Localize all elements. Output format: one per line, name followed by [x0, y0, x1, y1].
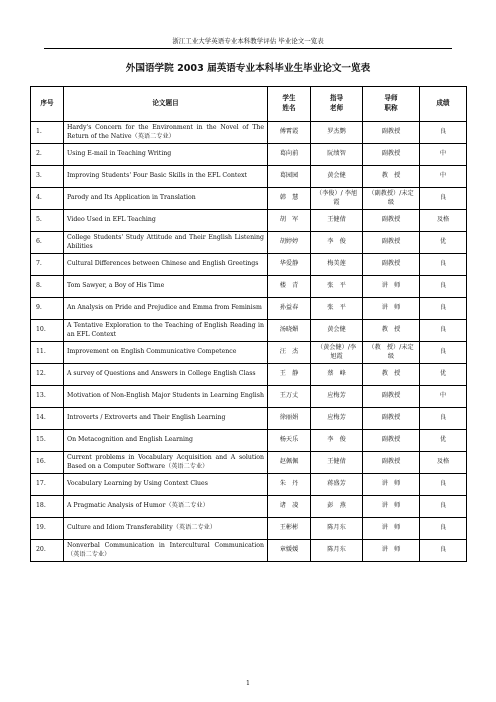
cell-advisor: 张 平 [311, 298, 363, 320]
cell-no: 10. [31, 320, 64, 342]
table-row [31, 408, 467, 430]
cell-rank: 副教授 [363, 254, 420, 276]
column-header-student: 学生姓名 [268, 87, 311, 122]
column-header-no: 序号 [31, 87, 64, 122]
cell-advisor: 应梅芳 [311, 386, 363, 408]
table-row [31, 496, 467, 518]
cell-rank: 副教授 [363, 408, 420, 430]
cell-advisor: 彭 燕 [311, 496, 363, 518]
cell-rank: 教 授 [363, 320, 420, 342]
cell-no: 7. [31, 254, 64, 276]
cell-no: 14. [31, 408, 64, 430]
column-header-advisor: 指导老师 [311, 87, 363, 122]
cell-topic: Vocabulary Learning by Using Context Clues [64, 474, 268, 496]
cell-student: 诸 凌 [268, 496, 311, 518]
cell-topic: Nonverbal Communication in Intercultural Communication（英语二专业） [64, 540, 268, 562]
cell-advisor: 陈月东 [311, 540, 363, 562]
cell-no: 12. [31, 364, 64, 386]
cell-advisor: 陈月东 [311, 518, 363, 540]
cell-student: 王彬彬 [268, 518, 311, 540]
cell-advisor: 张 平 [311, 276, 363, 298]
cell-rank: 教 授 [363, 364, 420, 386]
cell-no: 4. [31, 188, 64, 210]
cell-no: 8. [31, 276, 64, 298]
page-number: 1 [246, 680, 250, 687]
table-row [31, 342, 467, 364]
cell-rank: 讲 师 [363, 518, 420, 540]
cell-topic: On Metacognition and English Learning [64, 430, 268, 452]
cell-no: 18. [31, 496, 64, 518]
cell-rank: 副教授 [363, 386, 420, 408]
cell-student: 楼 青 [268, 276, 311, 298]
table-row [31, 540, 467, 562]
cell-grade: 及格 [420, 452, 467, 474]
cell-advisor: 李 俊 [311, 232, 363, 254]
table-row [31, 298, 467, 320]
cell-grade: 良 [420, 342, 467, 364]
cell-student: 傅霄霞 [268, 122, 311, 144]
cell-topic: A Pragmatic Analysis of Humor（英语二专业） [64, 496, 268, 518]
cell-grade: 良 [420, 496, 467, 518]
cell-student: 赵佩佩 [268, 452, 311, 474]
cell-student: 葛向前 [268, 144, 311, 166]
cell-grade: 中 [420, 144, 467, 166]
cell-no: 20. [31, 540, 64, 562]
cell-topic: Improving Students' Four Basic Skills in the EFL Context [64, 166, 268, 188]
cell-rank: （教 授）/未定级 [363, 342, 420, 364]
cell-student: 葛园园 [268, 166, 311, 188]
cell-no: 9. [31, 298, 64, 320]
cell-no: 2. [31, 144, 64, 166]
cell-topic: Tom Sawyer, a Boy of His Time [64, 276, 268, 298]
cell-advisor: 黄会健 [311, 320, 363, 342]
cell-topic: Introverts / Extroverts and Their English Learning [64, 408, 268, 430]
cell-advisor: 王健倩 [311, 452, 363, 474]
cell-rank: 讲 师 [363, 298, 420, 320]
cell-no: 5. [31, 210, 64, 232]
table-row [31, 474, 467, 496]
cell-advisor: 李 俊 [311, 430, 363, 452]
cell-grade: 良 [420, 320, 467, 342]
cell-grade: 良 [420, 474, 467, 496]
cell-rank: 教 授 [363, 166, 420, 188]
cell-student: 朱 丹 [268, 474, 311, 496]
cell-rank: 副教授 [363, 144, 420, 166]
cell-student: 胡 军 [268, 210, 311, 232]
cell-student: 汤晓媚 [268, 320, 311, 342]
cell-grade: 良 [420, 518, 467, 540]
cell-rank: 讲 师 [363, 276, 420, 298]
cell-student: 章媛媛 [268, 540, 311, 562]
page-header-text: 浙江工业大学英语专业本科教学评估 毕业论文一览表 [172, 37, 324, 45]
table-row [31, 452, 467, 474]
cell-grade: 优 [420, 232, 467, 254]
table-row [31, 276, 467, 298]
cell-student: 王 静 [268, 364, 311, 386]
cell-student: 华爱静 [268, 254, 311, 276]
cell-advisor: 蔡 峰 [311, 364, 363, 386]
cell-topic: Video Used in EFL Teaching [64, 210, 268, 232]
cell-advisor: 罗杰鹦 [311, 122, 363, 144]
cell-no: 17. [31, 474, 64, 496]
cell-no: 19. [31, 518, 64, 540]
table-row [31, 364, 467, 386]
cell-no: 13. [31, 386, 64, 408]
cell-advisor: 黄会健 [311, 166, 363, 188]
cell-grade: 良 [420, 254, 467, 276]
column-header-topic: 论文题目 [64, 87, 268, 122]
page-header [44, 30, 452, 49]
cell-student: 杨天乐 [268, 430, 311, 452]
cell-topic: Culture and Idiom Transferability（英语二专业） [64, 518, 268, 540]
cell-student: 韩 慧 [268, 188, 311, 210]
column-header-rank: 导师职称 [363, 87, 420, 122]
column-header-grade: 成绩 [420, 87, 467, 122]
cell-advisor: 阮绩智 [311, 144, 363, 166]
cell-student: 汪 杰 [268, 342, 311, 364]
cell-rank: 副教授 [363, 232, 420, 254]
cell-advisor: （黄会健）/李旭霞 [311, 342, 363, 364]
page-title: 外国语学院 2003 届英语专业本科毕业生毕业论文一览表 [125, 63, 371, 74]
cell-student: 胡婷婷 [268, 232, 311, 254]
cell-rank: 讲 师 [363, 496, 420, 518]
table-row [31, 320, 467, 342]
cell-rank: 副教授 [363, 122, 420, 144]
cell-topic: Using E-mail in Teaching Writing [64, 144, 268, 166]
cell-grade: 及格 [420, 210, 467, 232]
cell-grade: 中 [420, 386, 467, 408]
cell-rank: 副教授 [363, 210, 420, 232]
cell-grade: 良 [420, 276, 467, 298]
cell-rank: 副教授 [363, 430, 420, 452]
table-row [31, 232, 467, 254]
cell-topic: Current problems in Vocabulary Acquisition and A solution Based on a Computer Software（英语二专业） [64, 452, 268, 474]
cell-grade: 良 [420, 122, 467, 144]
cell-student: 徐丽娟 [268, 408, 311, 430]
table-row [31, 430, 467, 452]
cell-rank: （副教授）/未定级 [363, 188, 420, 210]
cell-grade: 优 [420, 430, 467, 452]
cell-rank: 副教授 [363, 452, 420, 474]
table-row [31, 254, 467, 276]
cell-topic: A Tentative Exploration to the Teaching of English Reading in an EFL Context [64, 320, 268, 342]
cell-topic: Motivation of Non-English Major Students in Learning English [64, 386, 268, 408]
table-row [31, 166, 467, 188]
cell-grade: 良 [420, 188, 467, 210]
table-header-row [31, 87, 467, 122]
cell-advisor: 王健倩 [311, 210, 363, 232]
cell-no: 1. [31, 122, 64, 144]
cell-grade: 良 [420, 408, 467, 430]
cell-rank: 讲 师 [363, 540, 420, 562]
table-row [31, 144, 467, 166]
cell-student: 王万丈 [268, 386, 311, 408]
cell-topic: Hardy's Concern for the Environment in the Novel of The Return of the Native（英语二专业） [64, 122, 268, 144]
cell-topic: A survey of Questions and Answers in College English Class [64, 364, 268, 386]
table-row [31, 122, 467, 144]
cell-no: 11. [31, 342, 64, 364]
cell-advisor: 应梅芳 [311, 408, 363, 430]
cell-advisor: 梅美莲 [311, 254, 363, 276]
cell-grade: 中 [420, 166, 467, 188]
cell-topic: College Students' Study Attitude and Their English Listening Abilities [64, 232, 268, 254]
cell-no: 3. [31, 166, 64, 188]
cell-grade: 良 [420, 298, 467, 320]
cell-topic: An Analysis on Pride and Prejudice and Emma from Feminism [64, 298, 268, 320]
cell-topic: Improvement on English Communicative Competence [64, 342, 268, 364]
cell-student: 孙益春 [268, 298, 311, 320]
cell-advisor: 蒋盛芳 [311, 474, 363, 496]
cell-no: 15. [31, 430, 64, 452]
table-row [31, 210, 467, 232]
table-row [31, 188, 467, 210]
cell-advisor: （李俊）/ 李旭霞 [311, 188, 363, 210]
table-row [31, 386, 467, 408]
cell-grade: 优 [420, 364, 467, 386]
cell-rank: 讲 师 [363, 474, 420, 496]
thesis-table [30, 86, 467, 562]
cell-topic: Cultural Differences between Chinese and English Greetings [64, 254, 268, 276]
cell-no: 6. [31, 232, 64, 254]
cell-topic: Parody and Its Application in Translation [64, 188, 268, 210]
cell-no: 16. [31, 452, 64, 474]
table-row [31, 518, 467, 540]
cell-grade: 良 [420, 540, 467, 562]
